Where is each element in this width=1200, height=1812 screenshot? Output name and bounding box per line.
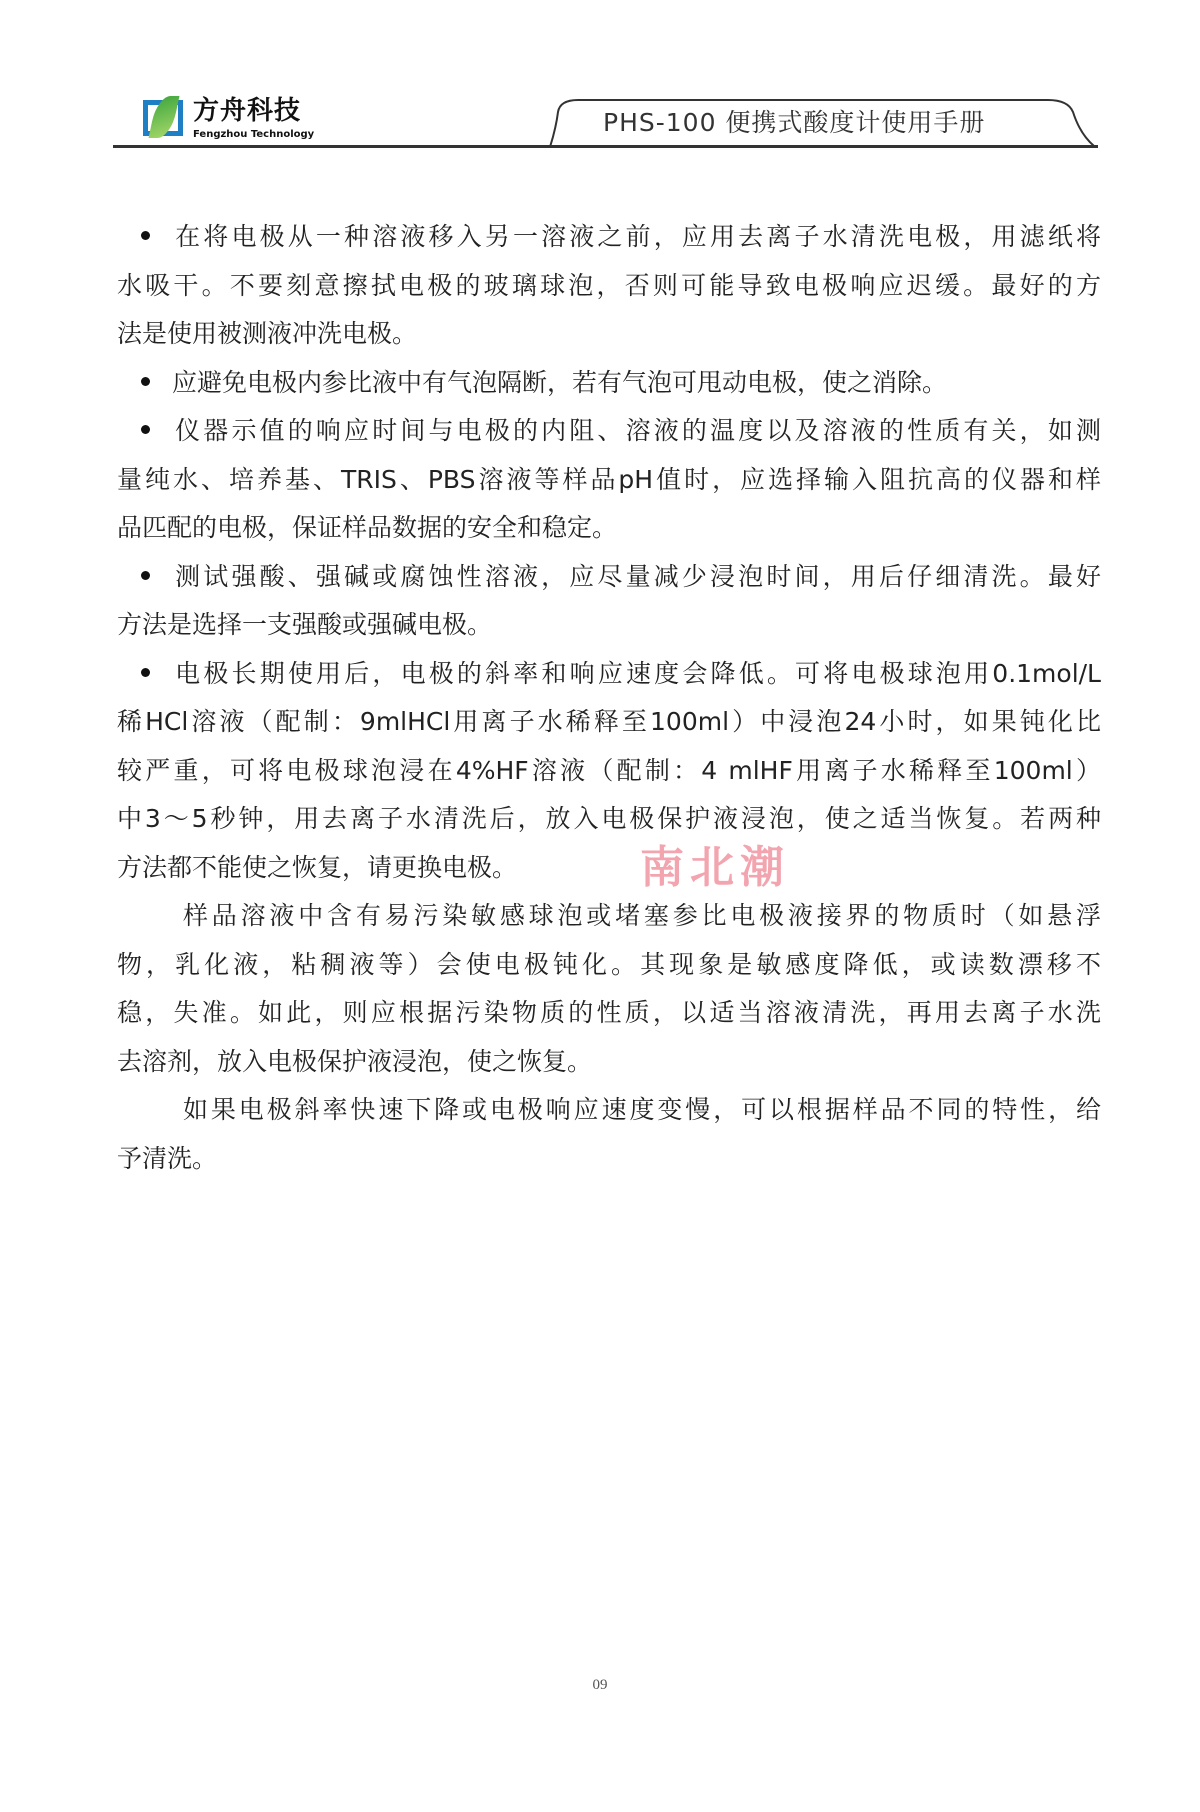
line-text: 水吸干。不要刻意擦拭电极的玻璃球泡，否则可能导致电极响应迟缓。最好的方 (117, 270, 1101, 300)
line-text: 去溶剂，放入电极保护液浸泡，使之恢复。 (117, 1046, 593, 1076)
text-line (117, 941, 1101, 990)
text-line (117, 601, 1101, 650)
bullet-icon (141, 571, 150, 580)
line-text: 法是使用被测液冲洗电极。 (117, 319, 418, 348)
logo-english-name: Fengzhou Technology (193, 129, 315, 140)
line-text: 方法都不能使之恢复，请更换电极。 (117, 852, 518, 882)
line-text: 在将电极从一种溶液移入另一溶液之前，应用去离子水清洗电极，用滤纸将 (172, 222, 1101, 251)
text-line (117, 1086, 1101, 1135)
page-number: 09 (592, 1677, 608, 1693)
line-text: 稀HCl溶液（配制：9mlHCl用离子水稀释至100ml）中浸泡24小时，如果钝化比 (117, 707, 1101, 736)
bullet-paragraph (117, 553, 1101, 650)
company-logo (143, 96, 373, 142)
line-text: 稳，失准。如此，则应根据污染物质的性质，以适当溶液清洗，再用去离子水洗 (117, 998, 1101, 1027)
line-text: 量纯水、培养基、TRIS、PBS溶液等样品pH值时，应选择输入阻抗高的仪器和样 (117, 464, 1101, 494)
document-title: PHS-100 便携式酸度计使用手册 (603, 108, 986, 137)
line-text: 予清洗。 (117, 1143, 218, 1173)
line-text: 测试强酸、强碱或腐蚀性溶液，应尽量减少浸泡时间，用后仔细清洗。最好 (172, 561, 1101, 591)
line-text: 应避免电极内参比液中有气泡隔断，若有气泡可甩动电极，使之消除。 (172, 367, 948, 397)
text-line (117, 989, 1101, 1038)
text-line (117, 310, 1101, 359)
text-line (117, 1135, 1101, 1184)
bullet-icon (141, 377, 150, 386)
bullet-paragraph (117, 359, 1101, 408)
text-line (117, 650, 1101, 699)
paragraph (117, 892, 1101, 1086)
line-text: 较严重，可将电极球泡浸在4%HF溶液（配制：4 mlHF用离子水稀释至100ml） (117, 755, 1101, 785)
header-title-tab (548, 98, 1096, 148)
page-header (113, 90, 1098, 150)
line-text: 方法是选择一支强酸或强碱电极。 (117, 610, 493, 639)
text-line (117, 795, 1101, 844)
paragraph (117, 1086, 1101, 1183)
text-line (117, 844, 1101, 893)
text-line (117, 698, 1101, 747)
logo-chinese-name: 方舟科技 (193, 96, 302, 126)
bullet-icon (141, 231, 150, 240)
text-line (117, 359, 1101, 408)
bullet-paragraph (117, 407, 1101, 553)
line-text: 电极长期使用后，电极的斜率和响应速度会降低。可将电极球泡用0.1mol/L (172, 658, 1101, 688)
line-text: 中3～5秒钟，用去离子水清洗后，放入电极保护液浸泡，使之适当恢复。若两种 (117, 804, 1101, 833)
text-line (117, 892, 1101, 941)
line-text: 如果电极斜率快速下降或电极响应速度变慢，可以根据样品不同的特性，给 (183, 1095, 1101, 1124)
line-text: 物，乳化液，粘稠液等）会使电极钝化。其现象是敏感度降低，或读数漂移不 (117, 949, 1101, 979)
line-text: 样品溶液中含有易污染敏感球泡或堵塞参比电极液接界的物质时（如悬浮 (183, 901, 1101, 930)
text-line (117, 1038, 1101, 1087)
text-line (117, 504, 1101, 553)
text-line (117, 747, 1101, 796)
line-text: 仪器示值的响应时间与电极的内阻、溶液的温度以及溶液的性质有关，如测 (172, 416, 1101, 445)
watermark: 南北潮 (640, 842, 790, 893)
text-line (117, 553, 1101, 602)
text-line (117, 213, 1101, 262)
text-line (117, 407, 1101, 456)
bullet-paragraph (117, 650, 1101, 893)
bullet-icon (141, 668, 150, 677)
text-line (117, 456, 1101, 505)
text-line (117, 262, 1101, 311)
line-text: 品匹配的电极，保证样品数据的安全和稳定。 (117, 513, 618, 542)
document-body (117, 213, 1101, 1183)
bullet-paragraph (117, 213, 1101, 359)
header-rule (113, 145, 1098, 148)
bullet-icon (141, 425, 150, 434)
